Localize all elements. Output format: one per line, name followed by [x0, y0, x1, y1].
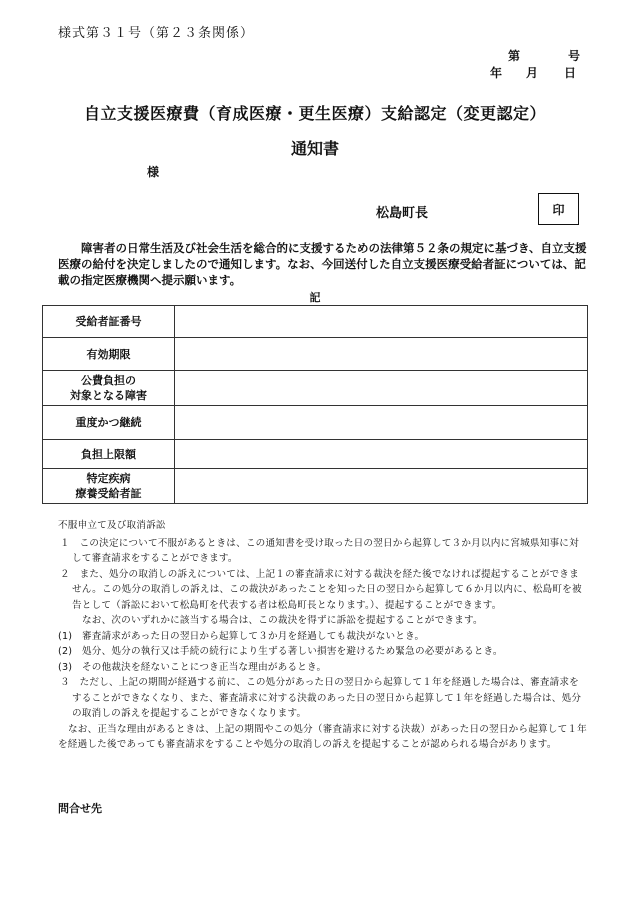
table-row	[43, 406, 588, 440]
issue-date	[490, 64, 592, 81]
document-number-block	[490, 47, 592, 81]
note-2-supplement: なお、次のいずれかに該当する場合は、この裁決を得ずに訴訟を提起することができます。	[82, 615, 483, 626]
row-value	[175, 338, 588, 371]
row-label: 特定疾病 療養受給者証	[43, 469, 175, 504]
row-label: 公費負担の 対象となる障害	[43, 371, 175, 406]
document-subtitle: 通知書	[290, 139, 339, 158]
details-table	[42, 305, 588, 504]
date-year: 年	[490, 66, 503, 80]
table-row	[43, 469, 588, 504]
row-value	[175, 306, 588, 338]
date-day: 日	[564, 66, 577, 80]
issuer-name: 松島町長	[376, 206, 429, 221]
note-item-3: (3) その他裁決を経ないことにつき正当な理由があるとき。	[58, 661, 327, 673]
table-row	[43, 371, 588, 406]
row-value	[175, 469, 588, 504]
note-item-2: (2) 処分、処分の執行又は手続の続行により生ずる著しい損害を避けるため緊急の必要があるとき。	[58, 646, 503, 657]
table-row	[43, 440, 588, 469]
ki-marker: 記	[309, 291, 321, 304]
doc-number-dai: 第	[508, 49, 521, 63]
note-3-supplement: なお、正当な理由があるときは、上記の期間やこの処分（審査請求に対する決裁）があった日の翌日から起算して１年を経過した後であっても審査請求をすることや処分の取消しの訴えを提起することが認められる場合があります。	[58, 723, 587, 750]
row-value	[175, 406, 588, 440]
form-number: 様式第３１号（第２３条関係）	[58, 26, 255, 41]
table-row	[43, 338, 588, 371]
addressee-suffix: 様	[147, 165, 160, 179]
note-item-1: (1) 審査請求があった日の翌日から起算して３か月を経過しても裁決がないとき。	[58, 630, 425, 642]
note-2: ２ また、処分の取消しの訴えについては、上記１の審査請求に対する裁決を経た後でなければ提起することができません。この処分の取消しの訴えは、この裁決があったことを知った日の翌日から起算して６か月以内に、松島町を被告として（訴訟において松島町を代表する者は松島町長となります。）、提起することができます。	[60, 568, 582, 611]
seal-box: 印	[538, 193, 579, 225]
table-row	[43, 306, 588, 338]
contact-label: 問合せ先	[58, 802, 102, 815]
row-label: 負担上限額	[43, 440, 175, 469]
notes-heading: 不服申立て及び取消訴訟	[58, 520, 166, 531]
row-value	[175, 440, 588, 469]
note-3: ３ ただし、上記の期間が経過する前に、この処分があった日の翌日から起算して１年を経過した場合は、審査請求をすることができなくなり、また、審査請求に対する決裁のあった日の翌日から起算して１年を経過した場合は、処分の取消しの訴えを提起することができなくなります。	[60, 677, 582, 719]
appeal-notes	[58, 518, 588, 753]
date-month: 月	[526, 66, 539, 80]
row-label: 有効期限	[43, 338, 175, 371]
row-value	[175, 371, 588, 406]
doc-number-go: 号	[568, 49, 581, 63]
row-label: 受給者証番号	[43, 306, 175, 338]
document-title: 自立支援医療費（育成医療・更生医療）支給認定（変更認定）	[83, 104, 546, 123]
row-label: 重度かつ継続	[43, 406, 175, 440]
note-1: １ この決定について不服があるときは、この通知書を受け取った日の翌日から起算して３か月以内に宮城県知事に対して審査請求をすることができます。	[60, 537, 579, 564]
body-paragraph: 障害者の日常生活及び社会生活を総合的に支援するための法律第５２条の規定に基づき、自立支援医療の給付を決定しましたので通知します。なお、今回送付した自立支援医療受給者証については、記載の指定医療機関へ提示願います。	[58, 241, 587, 287]
